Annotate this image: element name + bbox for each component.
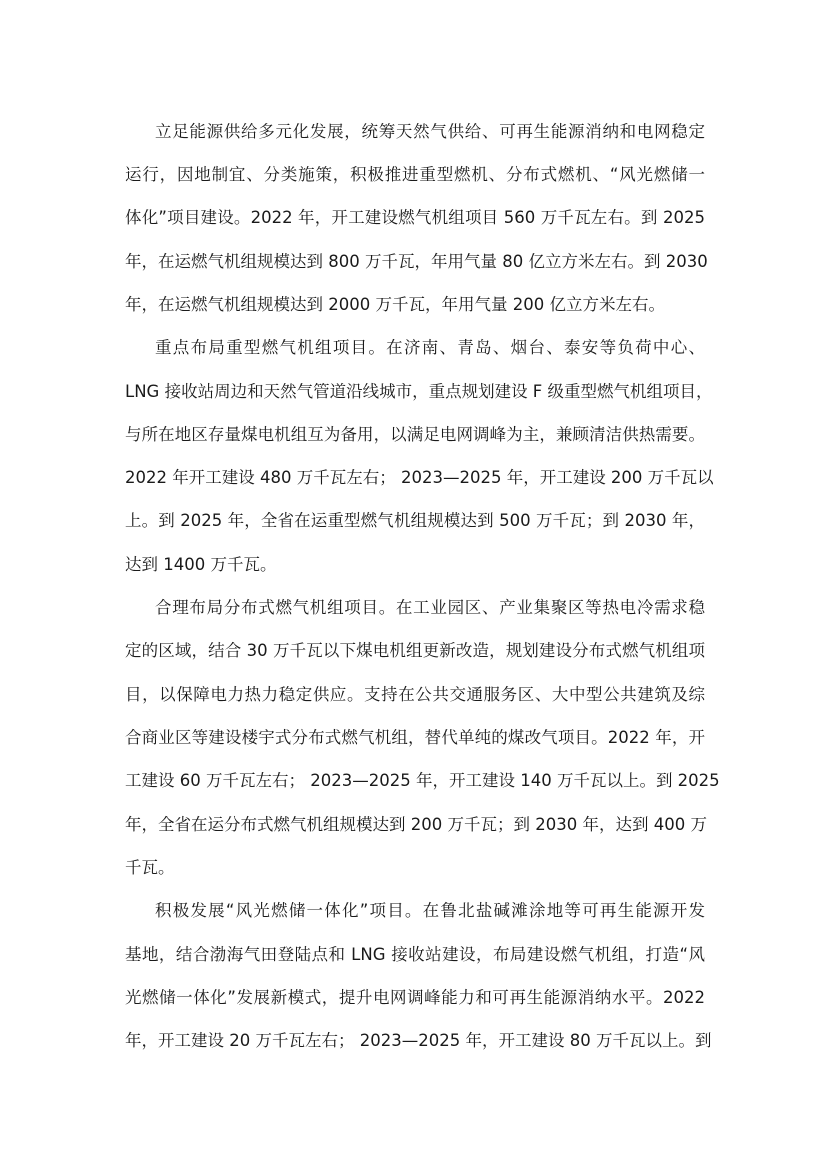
paragraph-2-line-1: 重点布局重型燃气机组项目。在济南、青岛、烟台、泰安等负荷中心、	[155, 338, 705, 357]
paragraph-2-line-3: 与所在地区存量煤电机组互为备用，以满足电网调峰为主，兼顾清洁供热需要。	[125, 425, 705, 444]
paragraph-1-line-2: 运行，因地制宜、分类施策，积极推进重型燃机、分布式燃机、“风光燃储一	[125, 165, 705, 184]
paragraph-2-line-2: LNG 接收站周边和天然气管道沿线城市，重点规划建设 F 级重型燃气机组项目，	[125, 382, 713, 401]
paragraph-1-line-3: 体化”项目建设。2022 年，开工建设燃气机组项目 560 万千瓦左右。到 2025	[125, 208, 705, 227]
paragraph-3-line-3: 目，以保障电力热力稳定供应。支持在公共交通服务区、大中型公共建筑及综	[125, 685, 705, 704]
paragraph-3-line-1: 合理布局分布式燃气机组项目。在工业园区、产业集聚区等热电冷需求稳	[155, 598, 705, 617]
paragraph-1-line-1: 立足能源供给多元化发展，统筹天然气供给、可再生能源消纳和电网稳定	[155, 122, 705, 141]
paragraph-4-line-2: 基地，结合渤海气田登陆点和 LNG 接收站建设，布局建设燃气机组，打造“风	[125, 945, 705, 964]
paragraph-4-line-4: 年，开工建设 20 万千瓦左右； 2023—2025 年，开工建设 80 万千瓦以上。到	[125, 1031, 712, 1050]
paragraph-4-line-1: 积极发展“风光燃储一体化”项目。在鲁北盐碱滩涂地等可再生能源开发	[155, 901, 705, 920]
paragraph-3-line-5: 工建设 60 万千瓦左右； 2023—2025 年，开工建设 140 万千瓦以上。到 2025	[125, 771, 720, 790]
paragraph-2-line-5: 上。到 2025 年，全省在运重型燃气机组规模达到 500 万千瓦；到 2030 年，	[125, 511, 705, 530]
paragraph-3-line-7: 千瓦。	[125, 858, 175, 877]
paragraph-4-line-3: 光燃储一体化”发展新模式，提升电网调峰能力和可再生能源消纳水平。2022	[125, 988, 705, 1007]
paragraph-2-line-4: 2022 年开工建设 480 万千瓦左右； 2023—2025 年，开工建设 200 万千瓦以	[125, 468, 714, 487]
paragraph-3-line-4: 合商业区等建设楼宇式分布式燃气机组，替代单纯的煤改气项目。2022 年，开	[125, 728, 705, 747]
paragraph-3-line-6: 年，全省在运分布式燃气机组规模达到 200 万千瓦；到 2030 年，达到 400 万	[125, 815, 707, 834]
paragraph-3-line-2: 定的区域，结合 30 万千瓦以下煤电机组更新改造，规划建设分布式燃气机组项	[125, 641, 705, 660]
paragraph-1-line-4: 年，在运燃气机组规模达到 800 万千瓦，年用气量 80 亿立方米左右。到 2030	[125, 252, 708, 271]
paragraph-2-line-6: 达到 1400 万千瓦。	[125, 555, 277, 574]
paragraph-1-line-5: 年，在运燃气机组规模达到 2000 万千瓦，年用气量 200 亿立方米左右。	[125, 295, 665, 314]
